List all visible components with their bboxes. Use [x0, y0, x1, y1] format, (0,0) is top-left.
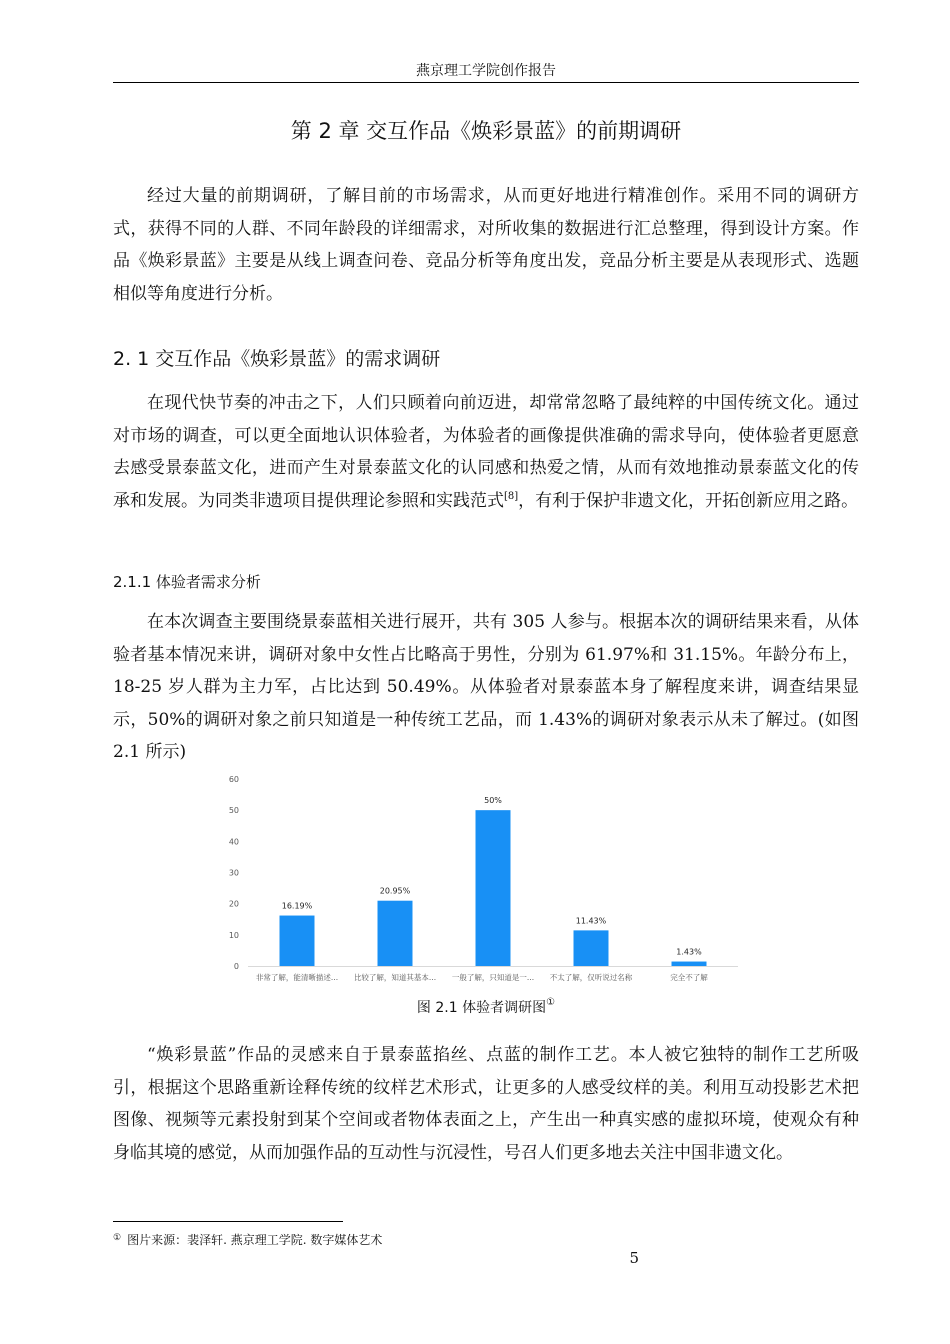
bar	[280, 916, 315, 966]
running-header: 燕京理工学院创作报告	[416, 63, 556, 79]
figure-caption	[113, 997, 859, 1019]
chapter-title: 第 2 章 交互作品《焕彩景蓝》的前期调研	[290, 119, 682, 143]
header-divider	[113, 82, 859, 83]
footnote-reference[interactable]: ①	[546, 997, 556, 1008]
bar	[378, 901, 413, 966]
intro-paragraph: 经过大量的前期调研，了解目前的市场需求，从而更好地进行精准创作。采用不同的调研方式，获得不同的人群、不同年龄段的详细需求，对所收集的数据进行汇总整理，得到设计方案。作品《焕彩景蓝》主要是从线上调查问卷、竞品分析等角度出发，竞品分析主要是从表现形式、选题相似等角度进行分析。	[113, 186, 859, 304]
bar-data-label: 20.95%	[379, 886, 411, 896]
y-tick-label: 40	[228, 837, 239, 847]
y-tick-label: 30	[228, 868, 239, 878]
x-tick-label: 非常了解，能清晰描述...	[255, 973, 339, 982]
x-tick-label: 比较了解，知道其基本...	[353, 973, 437, 982]
citation-reference[interactable]: [8]	[504, 490, 519, 502]
bar-data-label: 11.43%	[575, 916, 607, 926]
footnote-text: 图片来源：裴泽轩. 燕京理工学院. 数字媒体艺术	[127, 1233, 383, 1247]
y-tick-label: 60	[228, 775, 239, 784]
bar	[672, 962, 707, 966]
x-tick-label: 一般了解，只知道是一...	[451, 973, 535, 982]
body-paragraph: “焕彩景蓝”作品的灵感来自于景泰蓝掐丝、点蓝的制作工艺。本人被它独特的制作工艺所吸引，根据这个思路重新诠释传统的纹样艺术形式，让更多的人感受纹样的美。利用互动投影艺术把图像、视频等元素投射到某个空间或者物体表面之上，产生出一种真实感的虚拟环境，使观众有种身临其境的感觉，从而加强作品的互动性与沉浸性，号召人们更多地去关注中国非遗文化。	[113, 1045, 859, 1163]
subsection-paragraph: 在本次调查主要围绕景泰蓝相关进行展开，共有 305 人参与。根据本次的调研结果来看，从体验者基本情况来讲，调研对象中女性占比略高于男性，分别为 61.97%和 31.15%。年龄分布上，18-25 岁人群为主力军，占比达到 50.49%。从体验者对景泰蓝本身了解程度来讲，调查结果显示，50%的调研对象之前只知道是一种传统工艺品，而 1.43%的调研对象表示从未了解过。(如图 2.1 所示)	[113, 612, 859, 762]
x-tick-label: 不太了解，仅听说过名称	[549, 973, 633, 982]
figure-caption-text: 图 2.1 体验者调研图	[416, 1000, 547, 1016]
section-paragraph-end: ，有利于保护非遗文化，开拓创新应用之路。	[518, 490, 859, 511]
x-tick-label: 完全不了解	[670, 973, 708, 982]
y-tick-label: 20	[228, 899, 239, 909]
bar	[574, 930, 609, 966]
y-tick-label: 0	[233, 962, 239, 971]
section-paragraph	[113, 387, 859, 517]
bar	[476, 810, 511, 966]
footnote-mark: ①	[113, 1233, 122, 1243]
y-tick-label: 50	[228, 806, 239, 816]
bar-data-label: 16.19%	[281, 901, 313, 911]
section-paragraph-text: 在现代快节奏的冲击之下，人们只顾着向前迈进，却常常忽略了最纯粹的中国传统文化。通过对市场的调查，可以更全面地认识体验者，为体验者的画像提供准确的需求导向，使体验者更愿意去感受景泰蓝文化，进而产生对景泰蓝文化的认同感和热爱之情，从而有效地推动景泰蓝文化的传承和发展。为同类非遗项目提供理论参照和实践范式	[113, 393, 859, 511]
footnote	[113, 1230, 382, 1248]
bar-data-label: 50%	[484, 796, 502, 806]
section-title: 2. 1 交互作品《焕彩景蓝》的需求调研	[113, 348, 441, 370]
bar-chart	[220, 770, 740, 985]
page-number: 5	[629, 1249, 639, 1267]
subsection-title: 2.1.1 体验者需求分析	[113, 573, 261, 591]
bar-data-label: 1.43%	[676, 947, 702, 957]
footnote-divider	[113, 1221, 343, 1222]
y-tick-label: 10	[228, 930, 239, 940]
